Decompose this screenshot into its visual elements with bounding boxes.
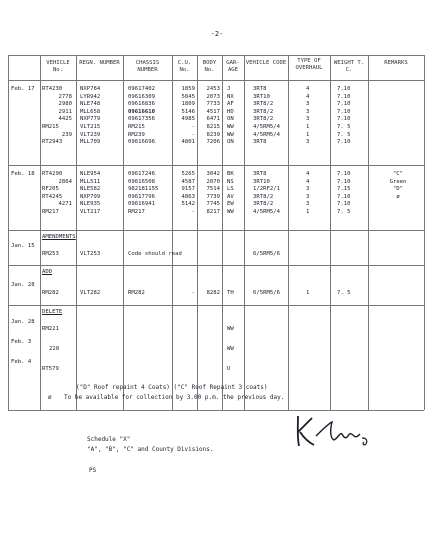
amendments-label: AMENDMENTS [42,234,76,240]
remarks-cell: "D" [392,186,404,193]
body-cell: 7745 [206,201,220,208]
code-cell: 3RT8 [253,139,267,146]
chassis-cell: 09616610 [128,108,155,115]
cu-cell: 4801 [181,139,195,146]
cu-cell: 5265 [181,171,195,177]
group-date: Feb. 17 [11,86,35,92]
cu-cell: 9157 [181,186,195,193]
overhaul-cell: 3 [306,139,310,146]
chassis-column [128,86,155,147]
body-cell: 7514 [206,186,220,193]
weight-cell: 7.10 [337,116,351,123]
code-cell: 3RT10 [253,93,270,100]
cu-column [172,171,195,217]
regn-cell: MLL709 [80,139,101,146]
delete-date: Feb. 4 [11,359,32,365]
weight-cell: 7.10 [337,139,351,146]
regn-cell: LYR942 [80,93,101,100]
header-weight: WEIGHT T. C. [333,60,365,73]
add-vehicle: RM282 [42,290,59,296]
chassis-cell: RM215 [128,123,145,130]
add-chassis: RM282 [128,290,145,296]
garage-cell: LS [227,186,234,193]
remarks-column [378,171,418,201]
chassis-cell: 09616696 [128,139,155,146]
code-cell: 4/5RM5/4 [253,123,280,130]
amendments-text: Code should read [128,251,182,257]
header-cu-no: C.U. No. [177,60,192,73]
body-column [197,86,220,147]
body-cell: 4517 [206,108,220,115]
vehicle-no-cell: 2864 [58,178,72,185]
cu-cell: - [191,123,195,130]
chassis-cell: 09617796 [128,193,155,200]
weight-cell: 7.10 [337,193,351,200]
weight-column [337,171,350,217]
overhaul-cell: 3 [306,108,310,115]
weight-column [337,86,350,147]
vehicle-no-cell: 2778 [58,93,72,100]
overhaul-cell: 3 [306,101,310,108]
group-date: Feb. 18 [11,171,35,177]
weight-cell: 7.10 [337,86,351,92]
garage-cell: WW [227,123,234,130]
body-cell: 7733 [206,101,220,108]
header-vehicle-code: VEHICLE CODE [245,60,287,66]
regn-cell: MLL511 [80,178,101,185]
page-number: -2- [210,30,224,38]
remarks-cell: ø [396,193,400,200]
cu-cell: - [191,131,195,138]
footnote-collection: To be available for collection by 3.00 p.m. the previous day. [64,394,285,401]
weight-cell: 7.10 [337,93,351,100]
regn-cell: NLE748 [80,101,101,108]
header-type-of-overhaul: TYPE OF OVERHAUL [295,58,323,71]
add-cu: - [191,290,195,296]
body-cell: 2070 [206,178,220,185]
regn-cell: NXP799 [80,193,101,200]
amendments-vehicle: RM253 [42,251,59,257]
body-cell: 7206 [206,139,220,146]
overhaul-cell: 3 [306,186,310,193]
add-overhaul: 1 [306,290,310,296]
cu-cell: 4985 [181,116,195,123]
regn-cell: NLE954 [80,171,101,177]
garage-column [227,86,234,147]
cu-cell: 5142 [181,201,195,208]
overhaul-cell: 4 [306,86,310,92]
vehicle-no-cell: 2911 [58,108,72,115]
vehicle-no-column [42,171,72,217]
garage-cell: WW [227,131,234,138]
vehicle-no-cell: 2980 [58,101,72,108]
body-cell: 8215 [206,123,220,130]
cu-cell: - [191,208,195,215]
header-regn-number: REGN. NUMBER [79,60,120,66]
amendments-regn: VLT253 [80,251,101,257]
chassis-cell: 982181155 [128,186,159,193]
regn-cell: VLT239 [80,131,101,138]
header-chassis-number: CHASSIS NUMBER [135,60,160,73]
remarks-cell: Green [389,178,407,185]
add-weight: 7. 5 [337,290,351,296]
vehicle-no-cell: RM215 [42,123,59,130]
chassis-cell: 09616836 [128,101,155,108]
cu-column [172,86,195,147]
code-cell: 3RT8 [253,86,267,92]
garage-cell: NX [227,93,234,100]
code-cell: 1/2RF2/1 [253,186,280,193]
regn-cell: NXP779 [80,116,101,123]
weight-cell: 7.10 [337,171,351,177]
delete-label: DELETE [42,309,63,315]
add-garage: TH [227,290,234,296]
chassis-cell: 09616309 [128,93,155,100]
add-regn: VLT282 [80,290,101,296]
body-cell: 3042 [206,171,220,177]
body-column [197,171,220,217]
add-body: 8282 [206,290,220,296]
code-column [253,86,280,147]
body-cell: 6471 [206,116,220,123]
cu-cell: 1859 [181,86,195,92]
weight-cell: 7. 5 [337,123,351,130]
regn-cell: MLL658 [80,108,101,115]
weight-cell: 7.10 [337,178,351,185]
code-cell: 3RT8/2 [253,101,274,108]
weight-cell: 7.15 [337,186,351,193]
header-remarks: REMARKS [384,60,408,66]
regn-cell: NXP784 [80,86,101,92]
footnote-symbol: ø [48,394,52,401]
delete-vehicle: RM221 [42,326,59,332]
vehicle-no-cell: RM217 [42,208,59,215]
schedule-title: Schedule "X" [87,436,131,443]
code-cell: 3RT8/2 [253,193,274,200]
body-cell: 2073 [206,93,220,100]
header-vehicle-no: VEHICLE No. [46,60,70,73]
code-cell: 3RT8/2 [253,108,274,115]
body-cell: 8239 [206,131,220,138]
delete-garage: WW [227,326,234,332]
code-cell: 3RT8 [253,171,267,177]
add-label: ADD [42,269,53,275]
overhaul-cell: 4 [306,171,310,177]
overhaul-column [306,86,309,147]
header-body-no: BODY No. [202,60,217,73]
cu-cell: 4587 [181,178,195,185]
cu-cell: 5146 [181,108,195,115]
garage-cell: J [227,86,231,92]
vehicle-no-cell: RF205 [42,186,59,193]
vehicle-no-cell: RT2943 [42,139,63,146]
garage-cell: ON [227,116,234,123]
overhaul-cell: 3 [306,201,310,208]
chassis-column [128,171,158,217]
garage-cell: HD [227,108,234,115]
overhaul-cell: 4 [306,178,310,185]
garage-cell: AV [227,193,234,200]
body-cell: 8217 [206,208,220,215]
chassis-cell: 09616508 [128,178,155,185]
body-cell: 7739 [206,193,220,200]
delete-date: Jan. 28 [11,319,35,325]
delete-vehicle: RT579 [42,366,59,372]
vehicle-no-cell: 4271 [58,201,72,208]
add-code: 6/5RM5/6 [253,290,280,296]
chassis-cell: RM217 [128,208,145,215]
garage-cell: ON [227,139,234,146]
overhaul-cell: 1 [306,131,310,138]
regn-column [80,171,100,217]
chassis-cell: 09616941 [128,201,155,208]
initials: PS [89,467,97,474]
delete-date: Feb. 3 [11,339,32,345]
amendments-date: Jan. 15 [11,243,35,249]
vehicle-no-cell: RT4230 [42,86,63,92]
vehicle-no-cell: 239 [61,131,72,138]
amendments-code: 6/5RM5/6 [253,251,280,257]
chassis-cell: 09617356 [128,116,155,123]
overhaul-cell: 1 [306,123,310,130]
garage-cell: EW [227,201,234,208]
code-column [253,171,280,217]
overhaul-cell: 3 [306,116,310,123]
regn-cell: NLE935 [80,201,101,208]
weight-cell: 7.10 [337,201,351,208]
vehicle-no-cell: 4425 [58,116,72,123]
remarks-cell: "C" [392,171,404,177]
garage-cell: WW [227,208,234,215]
garage-cell: NS [227,178,234,185]
garage-column [227,171,234,217]
code-cell: 4/5RM5/4 [253,208,280,215]
overhaul-cell: 4 [306,93,310,100]
vehicle-no-column [42,86,72,147]
add-date: Jan. 28 [11,282,35,288]
footnote-roof-repaint: ("D" Roof repaint 4 Coats) ("C" Roof Repaint 3 coats) [76,384,268,391]
cu-cell: 1809 [181,101,195,108]
regn-cell: NLE582 [80,186,101,193]
overhaul-cell: 1 [306,208,310,215]
cu-cell: 5045 [181,93,195,100]
code-cell: 3RT8/2 [253,116,274,123]
delete-garage: WW [227,346,234,352]
weight-cell: 7.10 [337,108,351,115]
weight-cell: 7. 5 [337,208,351,215]
weight-cell: 7. 5 [337,131,351,138]
vehicle-no-cell: RT4290 [42,171,63,177]
overhaul-cell: 3 [306,193,310,200]
weight-cell: 7.10 [337,101,351,108]
signature-image [292,412,372,452]
chassis-cell: 09617402 [128,86,155,92]
header-garage: GAR- AGE [226,60,240,73]
regn-cell: VLT215 [80,123,101,130]
regn-column [80,86,100,147]
delete-garage: U [227,366,231,372]
regn-cell: VLT217 [80,208,101,215]
schedule-divisions: "A", "B", "C" and County Divisions. [87,446,214,453]
cu-cell: 4863 [181,193,195,200]
delete-vehicle: 228 [49,346,60,352]
garage-cell: AF [227,101,234,108]
code-cell: 3RT8/2 [253,201,274,208]
chassis-cell: 09617246 [128,171,155,177]
garage-cell: BK [227,171,234,177]
code-cell: 3RT10 [253,178,270,185]
body-cell: 2453 [206,86,220,92]
chassis-cell: RM239 [128,131,145,138]
overhaul-column [306,171,309,217]
vehicle-no-cell: RT4245 [42,193,63,200]
code-cell: 4/5RM5/4 [253,131,280,138]
